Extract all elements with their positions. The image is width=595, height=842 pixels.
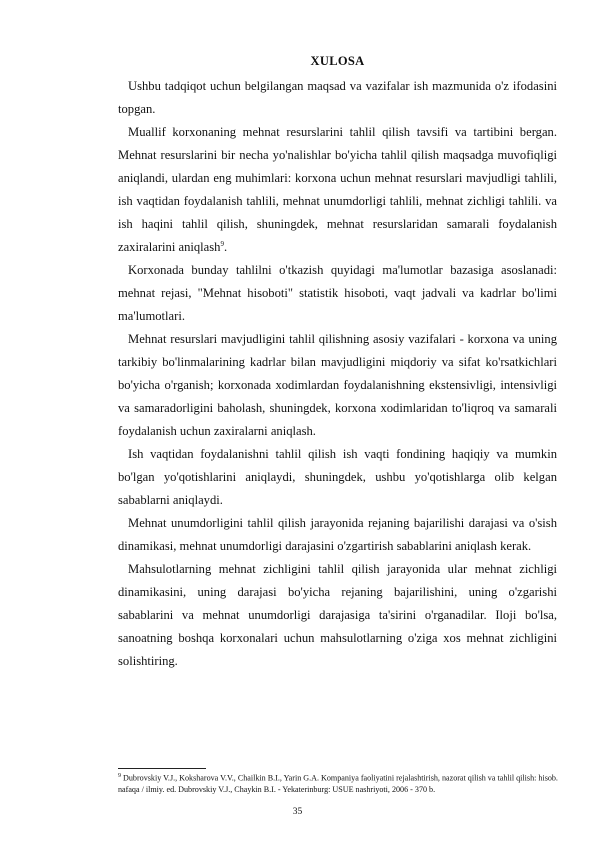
paragraph-1: Ushbu tadqiqot uchun belgilangan maqsad va vazifalar ish mazmunida o'z ifodasini topgan. — [118, 79, 557, 116]
paragraph-4: Mehnat resurslari mavjudligini tahlil qilishning asosiy vazifalari - korxona va uning tarkibiy bo'linmalarining kadrlar bilan mavjudligini miqdoriy va sifat ko'rsatkichlari bo'yicha o'rganish; korxonada xodimlardan foydalanishning ekstensivligi, intensivligi va samaradorligini baholash, shuningdek, korxona xodimlaridan to'liqroq va samarali foydalanish uchun zaxiralarni aniqlash. — [118, 332, 557, 438]
paragraph-2 — [118, 121, 557, 259]
footnote — [118, 771, 558, 796]
paragraph-6: Mehnat unumdorligini tahlil qilish jarayonida rejaning bajarilishi darajasi va o'sish dinamikasi, mehnat unumdorligi darajasini o'zgartirish sabablarini aniqlash kerak. — [118, 516, 557, 553]
paragraph-2-end: . — [223, 240, 228, 254]
paragraph-5: Ish vaqtidan foydalanishni tahlil qilish ish vaqti fondining haqiqiy va mumkin bo'lgan yo'qotishlarini aniqlaydi, shuningdek, ushbu yo'qotishlarga olib kelgan sabablarni aniqlaydi. — [118, 447, 557, 507]
document-body — [118, 52, 557, 673]
footnote-marker: 9 — [118, 773, 121, 779]
footnote-text: Dubrovskiy V.J., Koksharova V.V., Chailkin B.I., Yarin G.A. Kompaniya faoliyatini rejalashtirish, nazorat qilish va tahlil qilish: hisob. nafaqa / ilmiy. ed. Dubrovskiy V.J., Chaykin B.I. - Yekaterinburg: USUE nashriyoti, 2006 - 370 b. — [118, 773, 558, 795]
paragraph-2-text: Muallif korxonaning mehnat resurslarini tahlil qilish tavsifi va tartibini bergan. Mehnat resurslarini bir necha yo'nalishlar bo'yicha tahlil qilish maqsadga muvofiqligi aniqlandi, ulardan eng muhimlari: korxona uchun mehnat resurslari mavjudligi tahlili, ish vaqtidan foydalanish tahlili, mehnat unumdorligi tahlili, mehnat zichligi tahlili. va ish haqini tahlil qilish, shuningdek, mehnat resurslaridan samarali foydalanish zaxiralarini aniqlash — [118, 125, 557, 254]
section-title: XULOSA — [310, 54, 365, 68]
footnote-reference: 9 — [220, 239, 224, 248]
page-number: 35 — [292, 807, 303, 817]
paragraph-7: Mahsulotlarning mehnat zichligini tahlil qilish jarayonida ular mehnat zichligi dinamikasini, uning darajasi bo'yicha rejaning bajarilishini, uning o'zgarishi sabablarini va mehnat unumdorligi darajasiga ta'sirini o'rganadilar. Iloji bo'lsa, sanoatning boshqa korxonalari uchun mahsulotlarning o'ziga xos mehnat zichligini solishtiring. — [118, 562, 557, 668]
footnote-divider — [118, 768, 206, 769]
paragraph-3: Korxonada bunday tahlilni o'tkazish quyidagi ma'lumotlar bazasiga asoslanadi: mehnat rejasi, "Mehnat hisoboti" statistik hisoboti, vaqt jadvali va kadrlar bo'limi ma'lumotlari. — [118, 263, 557, 323]
